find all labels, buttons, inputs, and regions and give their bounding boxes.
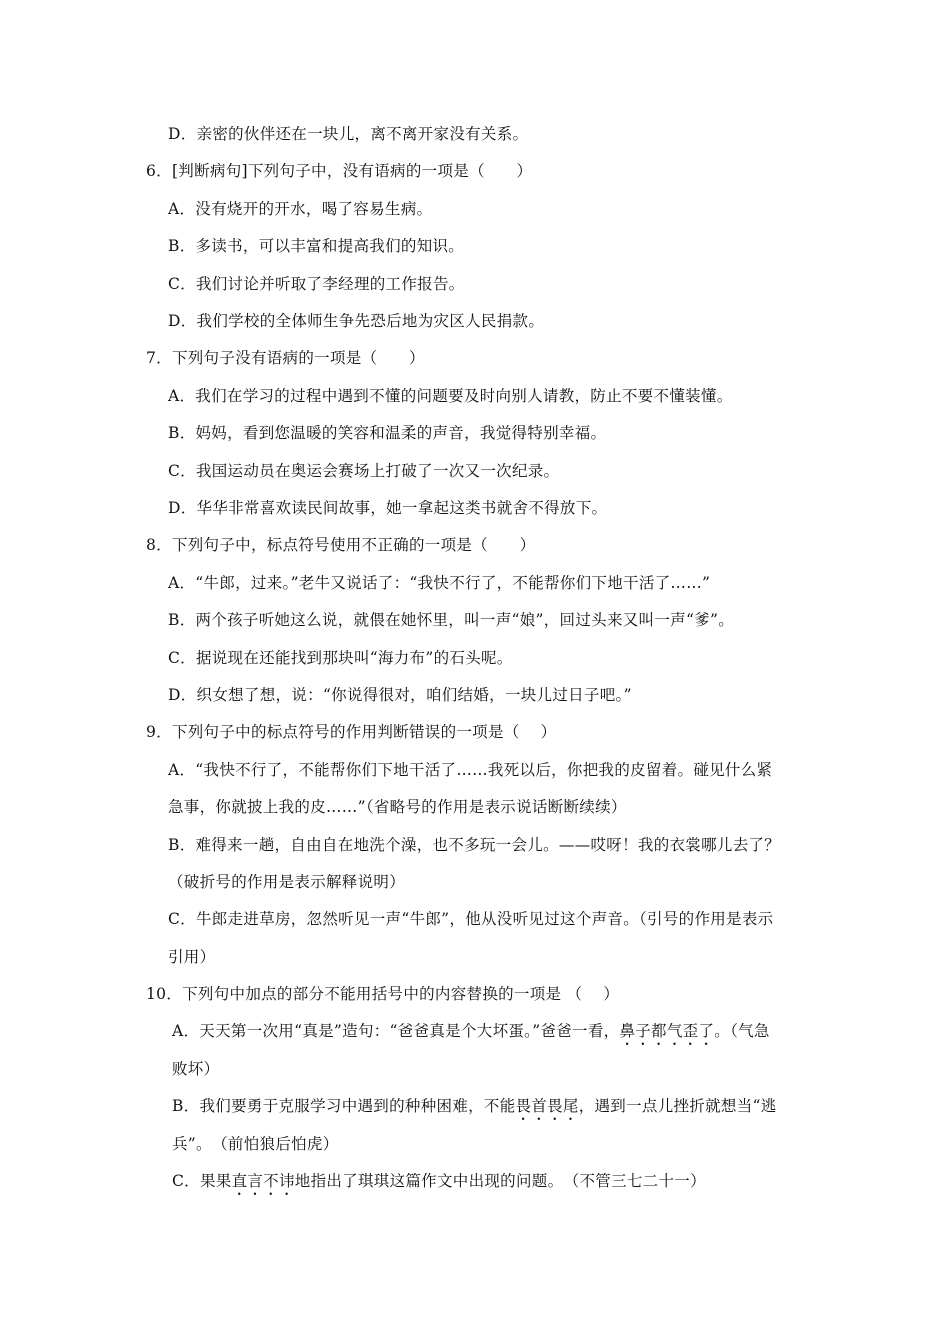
q9-option-a-line2: 急事，你就披上我的皮……”（省略号的作用是表示说话断断续续） <box>168 798 627 816</box>
q7-option-c: C．我国运动员在奥运会赛场上打破了一次又一次纪录。 <box>168 462 560 480</box>
q7-option-d: D．华华非常喜欢读民间故事，她一拿起这类书就舍不得放下。 <box>168 499 608 517</box>
q7-stem: 7．下列句子没有语病的一项是（ ） <box>146 349 425 367</box>
q9-option-a-line1: A．“我快不行了，不能帮你们下地干活了……我死以后，你把我的皮留着。碰见什么紧 <box>168 761 773 779</box>
q10-option-b-text: B．我们要勇于克服学习中遇到的种种困难，不能 <box>172 1097 516 1115</box>
q8-stem: 8．下列句子中，标点符号使用不正确的一项是（ ） <box>146 536 536 554</box>
q9-stem: 9．下列句子中的标点符号的作用判断错误的一项是（ ） <box>146 723 557 741</box>
q6-option-d: D．我们学校的全体师生争先恐后地为灾区人民捐款。 <box>168 312 545 330</box>
q10-option-c-dotted-phrase: 直言不讳 <box>231 1172 295 1190</box>
q10-option-c-tail: 地指出了琪琪这篇作文中出现的问题。 （不管三七二十一） <box>294 1172 706 1190</box>
q7-option-a: A．我们在学习的过程中遇到不懂的问题要及时向别人请教，防止不要不懂装懂。 <box>168 387 733 405</box>
q10-option-b-line1 <box>172 1096 777 1124</box>
q5-option-d: D．亲密的伙伴还在一块儿，离不离开家没有关系。 <box>168 125 529 143</box>
q10-option-b-dotted-phrase: 畏首畏尾 <box>515 1097 579 1115</box>
q8-option-b: B．两个孩子听她这么说，就偎在她怀里，叫一声“娘”，回过头来又叫一声“爹”。 <box>168 611 734 629</box>
q10-stem: 10．下列句中加点的部分不能用括号中的内容替换的一项是 （ ） <box>146 985 620 1003</box>
q9-option-c-line2: 引用） <box>168 948 216 966</box>
q10-option-a-dotted-phrase: 鼻子都气歪了 <box>619 1022 715 1040</box>
q10-option-c-text: C．果果 <box>172 1172 232 1190</box>
q6-stem: 6．[判断病句]下列句子中，没有语病的一项是（ ） <box>146 162 533 180</box>
q10-option-a-line1 <box>172 1021 770 1049</box>
q6-option-a: A．没有烧开的开水，喝了容易生病。 <box>168 200 433 218</box>
q6-option-c: C．我们讨论并听取了李经理的工作报告。 <box>168 275 465 293</box>
q9-option-b-line1: B．难得来一趟，自由自在地洗个澡，也不多玩一会儿。——哎呀！我的衣裳哪儿去了？ <box>168 836 781 854</box>
q10-option-a-text: A．天天第一次用“真是”造句：“爸爸真是个大坏蛋。”爸爸一看， <box>172 1022 620 1040</box>
q10-option-b-line2: 兵”。 （前怕狼后怕虎） <box>172 1135 339 1153</box>
q8-option-d: D．织女想了想，说：“你说得很对，咱们结婚，一块儿过日子吧。” <box>168 686 632 704</box>
q10-option-a-hint: 。（气急 <box>714 1022 770 1040</box>
q10-option-b-tail: ，遇到一点儿挫折就想当“逃 <box>578 1097 777 1115</box>
q10-option-a-line2: 败坏） <box>172 1060 220 1078</box>
q6-option-b: B．多读书，可以丰富和提高我们的知识。 <box>168 237 465 255</box>
q9-option-c-line1: C．牛郎走进草房，忽然听见一声“牛郎”，他从没听见过这个声音。（引号的作用是表示 <box>168 910 774 928</box>
q9-option-b-line2: （破折号的作用是表示解释说明） <box>168 873 406 891</box>
q10-option-c-line1 <box>172 1171 706 1199</box>
q8-option-c: C．据说现在还能找到那块叫“海力布”的石头呢。 <box>168 649 513 667</box>
q7-option-b: B．妈妈，看到您温暖的笑容和温柔的声音，我觉得特别幸福。 <box>168 424 607 442</box>
q8-option-a: A．“牛郎，过来。”老牛又说话了：“我快不行了，不能帮你们下地干活了……” <box>168 574 711 592</box>
